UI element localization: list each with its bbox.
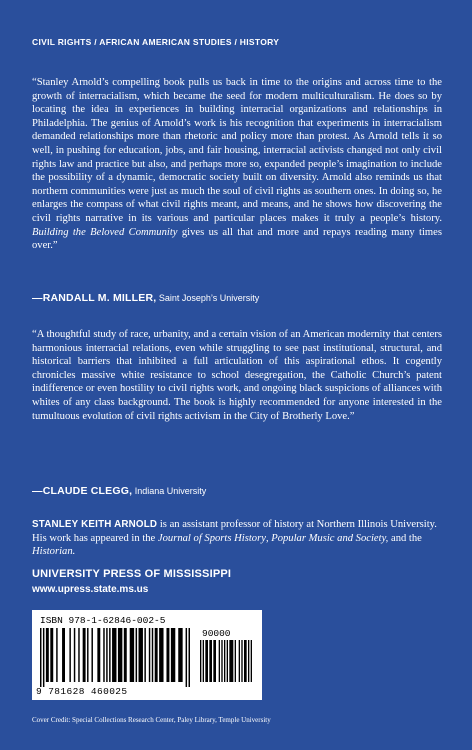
barcode-bar: [189, 628, 190, 687]
bio-journal-3: Historian.: [32, 546, 76, 558]
barcode-bar: [219, 640, 220, 682]
barcode-bar: [130, 628, 134, 682]
barcode-bar: [56, 628, 57, 682]
barcode-bar: [69, 628, 70, 682]
barcode-bar: [118, 628, 122, 682]
barcode-bar: [248, 640, 249, 682]
barcode-bar: [149, 628, 150, 682]
blurb-quote-1-text: “Stanley Arnold’s compelling book pulls us back in time to the origins and across time to the growth of interracialism, which became the seed for modern multiculturalism. He does so by locating the idea in experiences in building interracial organizations and relationships in Philadelphia. The genius of Arnold’s work is his recognition that experiments in interracialism demanded relationships more than rhetoric and policy more than protest. As Arnold tells it so well, in pushing for education, jobs, and fair housing, interracial activists changed not only civil rights law and practice but also, and perhaps more so, expanded people’s imagination to include the possibility of a dynamic, democratic society built on diversity. Arnold also reminds us that northern communities were just as much the soul of civil rights as southern ones. In doing so, he enlarges the compass of what civil rights meant, and means, and he shows how discovering the civil rights narrative in its various and particular places makes it truly a people’s history.: [32, 77, 442, 224]
barcode-bar: [136, 628, 137, 682]
cover-credit: Cover Credit: Special Collections Research Center, Paley Library, Temple University: [32, 716, 271, 724]
barcode-bar: [171, 628, 175, 682]
bio-text-2: and the: [388, 532, 422, 544]
publisher-name: UNIVERSITY PRESS OF MISSISSIPPI: [32, 568, 232, 580]
blurb-quote-1-end: gives us all that and more and repays reading many times over.”: [32, 226, 442, 252]
barcode-bar: [244, 640, 247, 682]
blurb-quote-1: [32, 76, 442, 253]
attribution-1-name: —RANDALL M. MILLER,: [32, 292, 157, 304]
attribution-2-name: —CLAUDE CLEGG,: [32, 485, 133, 497]
barcode-bar: [209, 640, 212, 682]
barcode-bar: [178, 628, 182, 682]
barcode-bar: [139, 628, 143, 682]
barcode-bar: [205, 640, 208, 682]
price-barcode-graphic: [200, 640, 252, 688]
category-label: CIVIL RIGHTS / AFRICAN AMERICAN STUDIES / HISTORY: [32, 37, 280, 47]
blurb-quote-2: “A thoughtful study of race, urbanity, and a certain vision of an American modernity that centers harmonious interracial relations, even while struggling to see past institutional, structural, and historical barriers that inhibited a full articulation of this aspirational ethos. It cogently chronicles massive white resistance to school desegregation, the Catholic Church’s patent indifference or even hostility to civil rights work, and ongoing black suspicions of alliances with whites of any class background. The book is highly recommended for anyone interested in the tumultuous evolution of civil rights activism in the City of Brotherly Love.”: [32, 329, 442, 422]
bio-text-1: is an assistant professor of history at Northern Illinois University. His work has appeared in the: [32, 519, 437, 544]
barcode-bar: [40, 628, 41, 687]
barcode-digits: 9 781628 460025: [36, 686, 128, 697]
barcode-bar: [43, 628, 44, 687]
barcode-bar: [235, 640, 236, 682]
author-bio: [32, 518, 442, 559]
barcode-bar: [224, 640, 225, 682]
barcode-bar: [251, 640, 252, 682]
barcode-bar: [74, 628, 75, 682]
barcode-bar: [91, 628, 92, 682]
barcode-bar: [62, 628, 65, 682]
attribution-1-affiliation: Saint Joseph’s University: [156, 293, 260, 303]
barcode-bar: [227, 640, 228, 682]
barcode-bar: [213, 640, 216, 682]
barcode-bar: [186, 628, 187, 687]
barcode-bar: [229, 640, 233, 682]
barcode-bar: [109, 628, 110, 682]
bio-journal-1: Journal of Sports History: [157, 532, 266, 544]
ean-barcode-graphic: [40, 628, 190, 688]
bio-separator: ,: [265, 532, 272, 544]
attribution-2-affiliation: Indiana University: [132, 486, 207, 496]
barcode-bar: [203, 640, 204, 682]
barcode-bar: [103, 628, 104, 682]
barcode-bar: [124, 628, 127, 682]
barcode-bar: [221, 640, 222, 682]
barcode-bar: [83, 628, 86, 682]
barcode-bar: [239, 640, 240, 682]
barcode-bar: [46, 628, 49, 682]
barcode-bar: [112, 628, 116, 682]
barcode-bar: [50, 628, 53, 682]
barcode-bar: [97, 628, 100, 682]
barcode-panel: [32, 610, 262, 700]
attribution-2: [32, 481, 206, 499]
barcode-bar: [155, 628, 158, 682]
barcode-bar: [106, 628, 107, 682]
barcode-bar: [159, 628, 163, 682]
barcode-bar: [200, 640, 201, 682]
bio-journal-2: Popular Music and Society,: [271, 532, 389, 544]
barcode-bar: [241, 640, 242, 682]
isbn-text: ISBN 978-1-62846-002-5: [40, 615, 166, 626]
barcode-bar: [87, 628, 88, 682]
publisher-url: www.upress.state.ms.us: [32, 584, 149, 595]
attribution-1: [32, 288, 259, 306]
barcode-bar: [152, 628, 153, 682]
barcode-bar: [144, 628, 145, 682]
barcode-bar: [78, 628, 79, 682]
author-name: STANLEY KEITH ARNOLD: [32, 519, 158, 530]
book-title-in-quote: Building the Beloved Community: [32, 226, 178, 238]
barcode-bar: [166, 628, 169, 682]
price-code-text: 90000: [202, 628, 231, 639]
